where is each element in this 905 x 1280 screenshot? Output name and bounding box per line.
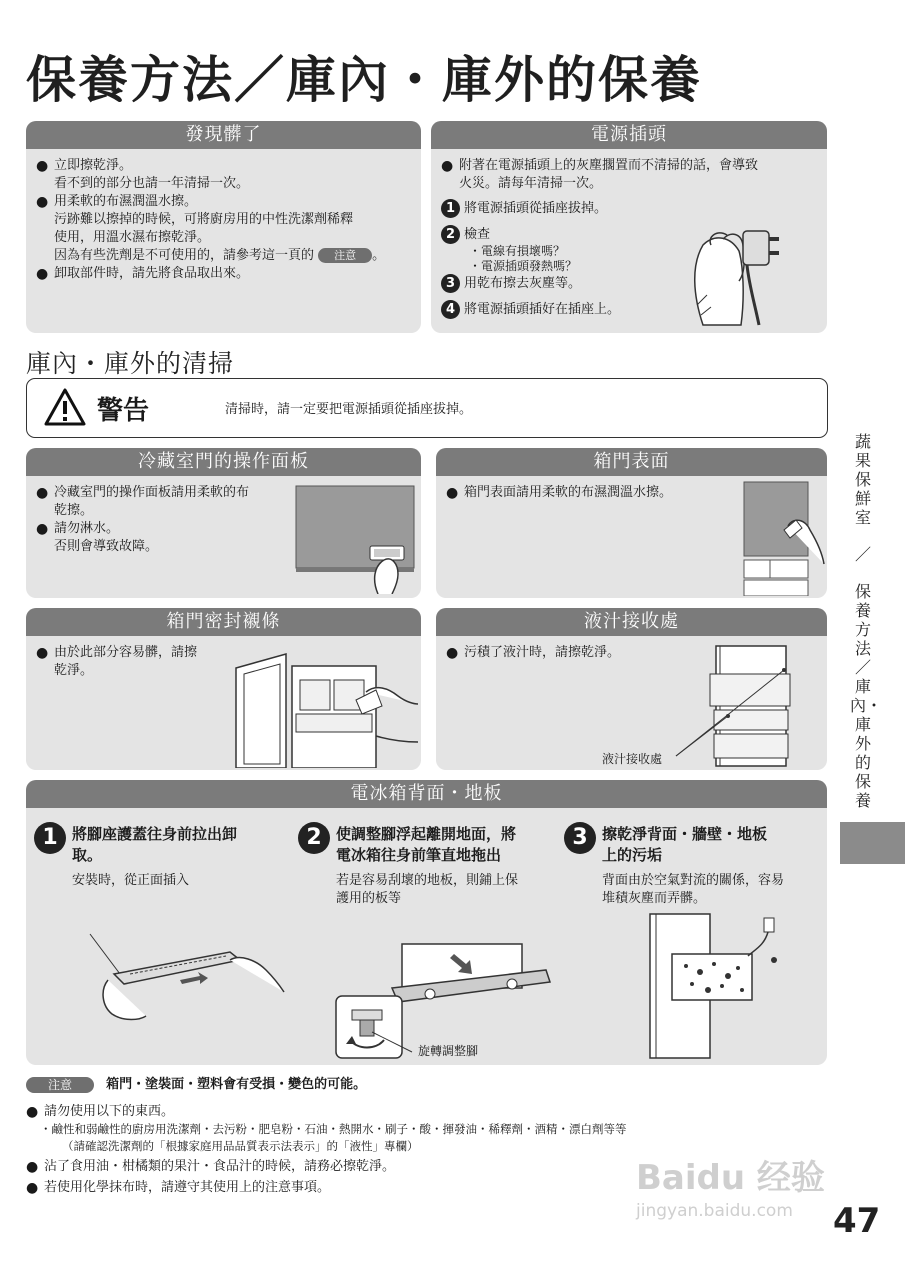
- back-step-2-num: 2: [298, 822, 330, 854]
- caution-bullet-3: ● 若使用化學抹布時，請遵守其使用上的注意事項。: [26, 1179, 826, 1197]
- dirty-ref-end: 。: [372, 248, 386, 263]
- plug-step-3-num: 3: [441, 274, 460, 293]
- back-step-2-desc: [336, 872, 566, 908]
- back-step-3-desc: [602, 872, 822, 908]
- door-surface-illustration: [740, 480, 826, 596]
- drip-tray-illustration: [666, 644, 826, 768]
- panel-gasket-heading: 箱門密封襯條: [26, 608, 421, 636]
- hand-wiping-plug-illustration: [683, 215, 823, 327]
- watermark-brand: Baidu 经验: [636, 1158, 825, 1198]
- caution-bullet-2: ● 沾了食用油・柑橘類的果汁・食品汁的時候，請務必擦乾淨。: [26, 1158, 826, 1176]
- control-panel-illustration: [294, 484, 418, 594]
- back-step-1-desc: 安裝時，從正面插入: [72, 873, 190, 888]
- dirty-ref-text: 因為有些洗劑是不可使用的，請參考這一頁的: [54, 248, 315, 263]
- caution-bullet-1: ● 請勿使用以下的東西。: [26, 1103, 826, 1121]
- back-wall-illustration: [642, 910, 792, 1060]
- panel-dirty-heading: 發現髒了: [26, 121, 421, 149]
- foot-cover-illustration: [80, 930, 290, 1030]
- back-step-2-title-2: 電冰箱往身前筆直地拖出: [336, 846, 502, 864]
- dirty-bullet-1-sub: 看不到的部分也請一年清掃一次。: [54, 176, 250, 191]
- warning-triangle-icon: [43, 387, 87, 427]
- control-bullet-1a: ● 冷藏室門的操作面板請用柔軟的布: [36, 484, 296, 502]
- plug-step-3-text: 用乾布擦去灰塵等。: [464, 276, 582, 291]
- plug-bullet-1a: ● 附著在電源插頭上的灰塵擱置而不清掃的話，會導致: [441, 157, 823, 175]
- control-bullet-2-sub: 否則會導致故障。: [54, 539, 159, 554]
- panel-gasket: [26, 608, 421, 770]
- page-title: 保養方法／庫內・庫外的保養: [26, 51, 702, 109]
- panel-door: [436, 448, 827, 598]
- panel-control-heading: 冷藏室門的操作面板: [26, 448, 421, 476]
- sidebar-line-1: 蔬果保鮮室: [854, 432, 871, 527]
- panel-door-heading: 箱門表面: [436, 448, 827, 476]
- caution-header: [26, 1076, 366, 1094]
- back-step-1-num: 1: [34, 822, 66, 854]
- dirty-bullet-1: ● 立即擦乾淨。: [36, 157, 416, 175]
- back-step-1-title-1: 將腳座護蓋往身前拉出卸: [72, 825, 238, 843]
- caution-bullet-1-sub2: （請確認洗潔劑的「根據家庭用品品質表示法表示」的「液性」專欄）: [62, 1139, 419, 1153]
- warning-box: [26, 378, 828, 438]
- back-step-3-num: 3: [564, 822, 596, 854]
- plug-step-4-text: 將電源插頭插好在插座上。: [464, 302, 621, 317]
- dirty-bullet-2-sub3: [36, 247, 416, 265]
- drip-callout-label: 液汁接收處: [602, 752, 663, 766]
- warning-text: 清掃時，請一定要把電源插頭從插座拔掉。: [225, 402, 473, 417]
- back-step-3-title-2: 上的污垢: [602, 846, 663, 864]
- plug-bullet-1b: 火災。請每年清掃一次。: [459, 176, 603, 191]
- back-step-1-title: [72, 824, 292, 866]
- foot-callout-label: 旋轉調整腳: [418, 1044, 479, 1058]
- dirty-bullet-3: ● 卸取部件時，請先將食品取出來。: [36, 265, 416, 283]
- back-step-2-title-1: 使調整腳浮起離開地面，將: [336, 825, 517, 843]
- panel-drip-heading: 液汁接收處: [436, 608, 827, 636]
- section-title: 庫內・庫外的清掃: [26, 349, 235, 378]
- back-step-1-title-2: 取。: [72, 846, 103, 864]
- panel-control: [26, 448, 421, 598]
- warning-label: 警告: [97, 396, 150, 426]
- plug-step-4-num: 4: [441, 300, 460, 319]
- plug-check-a: ・電線有損壞嗎？: [469, 244, 566, 258]
- plug-step-1-text: 將電源插頭從插座拔掉。: [464, 201, 608, 216]
- drip-bullet-1: ● 污積了液汁時，請擦乾淨。: [446, 644, 706, 662]
- panel-back: [26, 780, 827, 1065]
- caution-bullet-1-sub1: ・鹼性和弱鹼性的廚房用洗潔劑・去污粉・肥皂粉・石油・熱開水・刷子・酸・揮發油・稀釋劑・酒精・漂白劑等等: [40, 1122, 627, 1136]
- sidebar-line-2: 保養方法／庫內・庫外的保養: [850, 582, 883, 810]
- control-bullet-2: ● 請勿淋水。: [36, 520, 296, 538]
- panel-plug: [431, 121, 827, 333]
- gasket-bullet-1a: ● 由於此部分容易髒，請擦: [36, 644, 256, 662]
- door-bullet-1: ● 箱門表面請用柔軟的布濕潤溫水擦。: [446, 484, 746, 502]
- baidu-watermark: [636, 1150, 825, 1221]
- sidebar-chapter: [850, 432, 883, 810]
- back-step-2-desc-2: 護用的板等: [336, 891, 402, 906]
- caution-chip: 注意: [26, 1077, 94, 1093]
- back-step-2-title: [336, 824, 566, 866]
- back-step-3-desc-1: 背面由於空氣對流的關係，容易: [602, 873, 785, 888]
- gasket-bullet-1b: 乾淨。: [54, 663, 94, 678]
- panel-plug-heading: 電源插頭: [431, 121, 827, 149]
- watermark-url: jingyan.baidu.com: [636, 1201, 793, 1221]
- plug-step-2-num: 2: [441, 225, 460, 244]
- panel-back-heading: 電冰箱背面・地板: [26, 780, 827, 808]
- dirty-bullet-2-sub2: 使用，用溫水濕布擦乾淨。: [54, 230, 211, 245]
- plug-step-2-text: 檢查: [464, 227, 491, 242]
- back-step-3-title: [602, 824, 822, 866]
- back-step-3-title-1: 擦乾淨背面・牆壁・地板: [602, 825, 768, 843]
- back-step-2-desc-1: 若是容易刮壞的地板，則鋪上保: [336, 873, 519, 888]
- caution-ref-chip: 注意: [318, 248, 372, 263]
- page-number: 47: [833, 1201, 881, 1241]
- dirty-bullet-2: ● 用柔軟的布濕潤溫水擦。: [36, 193, 416, 211]
- back-step-3-desc-2: 堆積灰塵而弄髒。: [602, 891, 707, 906]
- plug-step-1-num: 1: [441, 199, 460, 218]
- gasket-illustration: [226, 644, 418, 768]
- panel-drip: [436, 608, 827, 770]
- dirty-bullet-2-sub1: 污跡難以擦掉的時候，可將廚房用的中性洗潔劑稀釋: [54, 212, 354, 227]
- sidebar-tab-marker: [840, 822, 905, 864]
- control-bullet-1b: 乾擦。: [54, 503, 94, 518]
- sidebar-separator: ／: [854, 545, 871, 564]
- plug-check-b: ・電源插頭發熱嗎？: [469, 259, 578, 273]
- caution-text: 箱門・塗裝面・塑料會有受損・變色的可能。: [106, 1077, 367, 1092]
- panel-dirty: [26, 121, 421, 333]
